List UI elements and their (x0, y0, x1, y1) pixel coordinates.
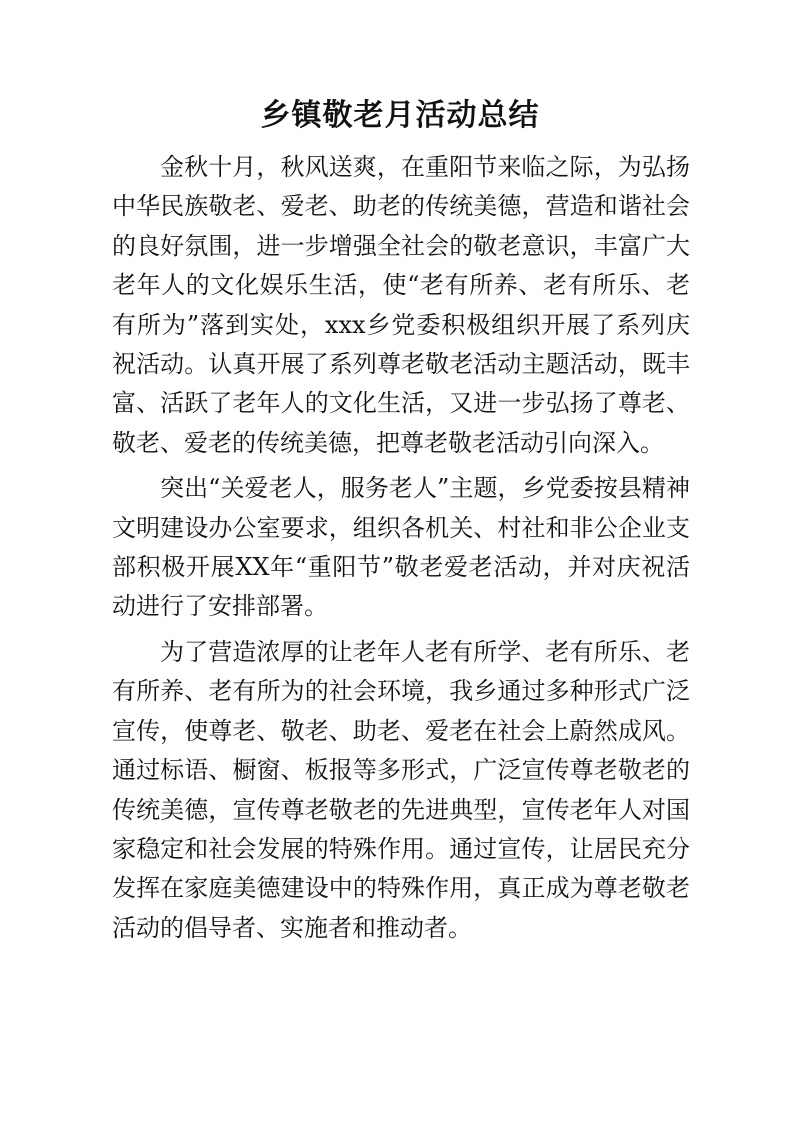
document-title: 乡镇敬老月活动总结 (260, 98, 540, 133)
paragraph-1: 金秋十月，秋风送爽，在重阳节来临之际，为弘扬中华民族敬老、爱老、助老的传统美德，营造和谐社会的良好氛围，进一步增强全社会的敬老意识，丰富广大老年人的文化娱乐生活，使“老有所养、老有所乐、老有所为”落到实处，xxx乡党委积极组织开展了系列庆祝活动。认真开展了系列尊老敬老活动主题活动，既丰富、活跃了老年人的文化生活，又进一步弘扬了尊老、敬老、爱老的传统美德，把尊老敬老活动引向深入。 (112, 153, 690, 457)
paragraph-2: 突出“关爱老人，服务老人”主题，乡党委按县精神文明建设办公室要求，组织各机关、村社和非公企业支部积极开展XX年“重阳节”敬老爱老活动，并对庆祝活动进行了安排部署。 (112, 474, 690, 621)
paragraph-3: 为了营造浓厚的让老年人老有所学、老有所乐、老有所养、老有所为的社会环境，我乡通过多种形式广泛宣传，使尊老、敬老、助老、爱老在社会上蔚然成风。通过标语、橱窗、板报等多形式，广泛宣传尊老敬老的传统美德，宣传尊老敬老的先进典型，宣传老年人对国家稳定和社会发展的特殊作用。通过宣传，让居民充分发挥在家庭美德建设中的特殊作用，真正成为尊老敬老活动的倡导者、实施者和推动者。 (112, 637, 690, 942)
document-body (112, 148, 690, 954)
